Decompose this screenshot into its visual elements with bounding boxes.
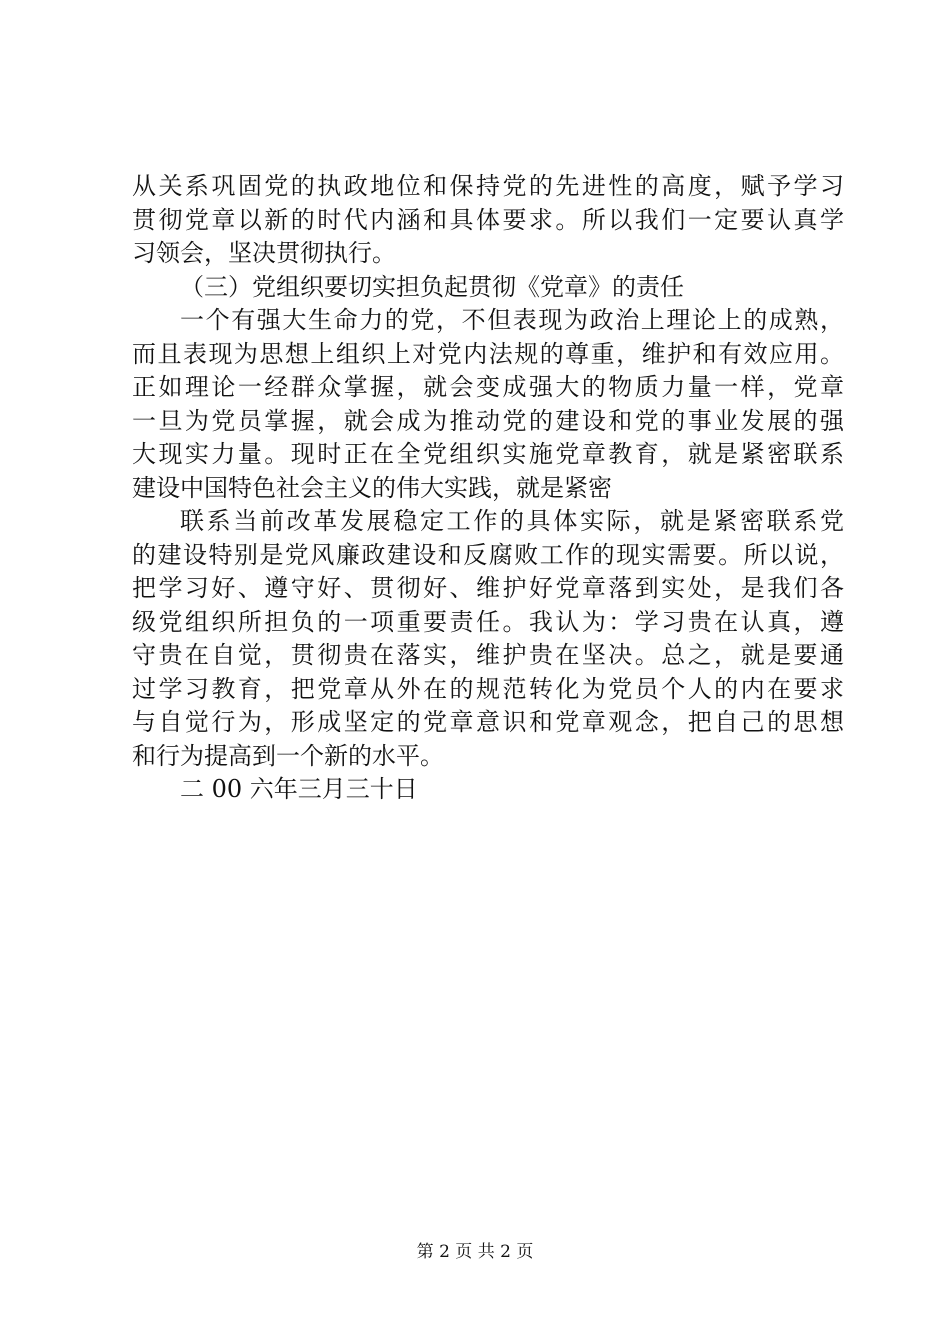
text-line: 大现实力量。现时正在全党组织实施党章教育，就是紧密联系: [132, 440, 844, 468]
text-line: 与自觉行为，形成坚定的党章意识和党章观念，把自己的思想: [132, 708, 844, 736]
text-line: 级党组织所担负的一项重要责任。我认为：学习贵在认真，遵: [132, 607, 844, 636]
body-text: [132, 170, 844, 807]
text-line: 建设中国特色社会主义的伟大实践，就是紧密: [132, 473, 612, 502]
text-line: 联系当前改革发展稳定工作的具体实际，就是紧密联系党: [180, 507, 844, 535]
section-heading: （三）党组织要切实担负起贯彻《党章》的责任: [180, 272, 684, 301]
text-line: 过学习教育，把党章从外在的规范转化为党员个人的内在要求: [132, 674, 844, 703]
text-line: 和行为提高到一个新的水平。: [132, 741, 444, 770]
document-date: 二 00 六年三月三十日: [180, 775, 418, 803]
text-line: 把学习好、遵守好、贯彻好、维护好党章落到实处，是我们各: [132, 574, 844, 602]
text-line: 习领会，坚决贯彻执行。: [132, 239, 396, 267]
text-line: 而且表现为思想上组织上对党内法规的尊重，维护和有效应用。: [132, 339, 844, 368]
text-line: 贯彻党章以新的时代内涵和具体要求。所以我们一定要认真学: [132, 205, 844, 234]
text-line: 的建设特别是党风廉政建设和反腐败工作的现实需要。所以说，: [132, 540, 844, 569]
page-footer: 第 2 页 共 2 页: [416, 1242, 534, 1262]
text-line: 一个有强大生命力的党，不但表现为政治上理论上的成熟，: [180, 306, 844, 334]
text-line: 一旦为党员掌握，就会成为推动党的建设和党的事业发展的强: [132, 406, 844, 435]
text-line: 正如理论一经群众掌握，就会变成强大的物质力量一样，党章: [132, 373, 844, 401]
text-line: 从关系巩固党的执政地位和保持党的先进性的高度，赋予学习: [132, 172, 844, 200]
text-line: 守贵在自觉，贯彻贵在落实，维护贵在坚决。总之，就是要通: [132, 641, 844, 669]
